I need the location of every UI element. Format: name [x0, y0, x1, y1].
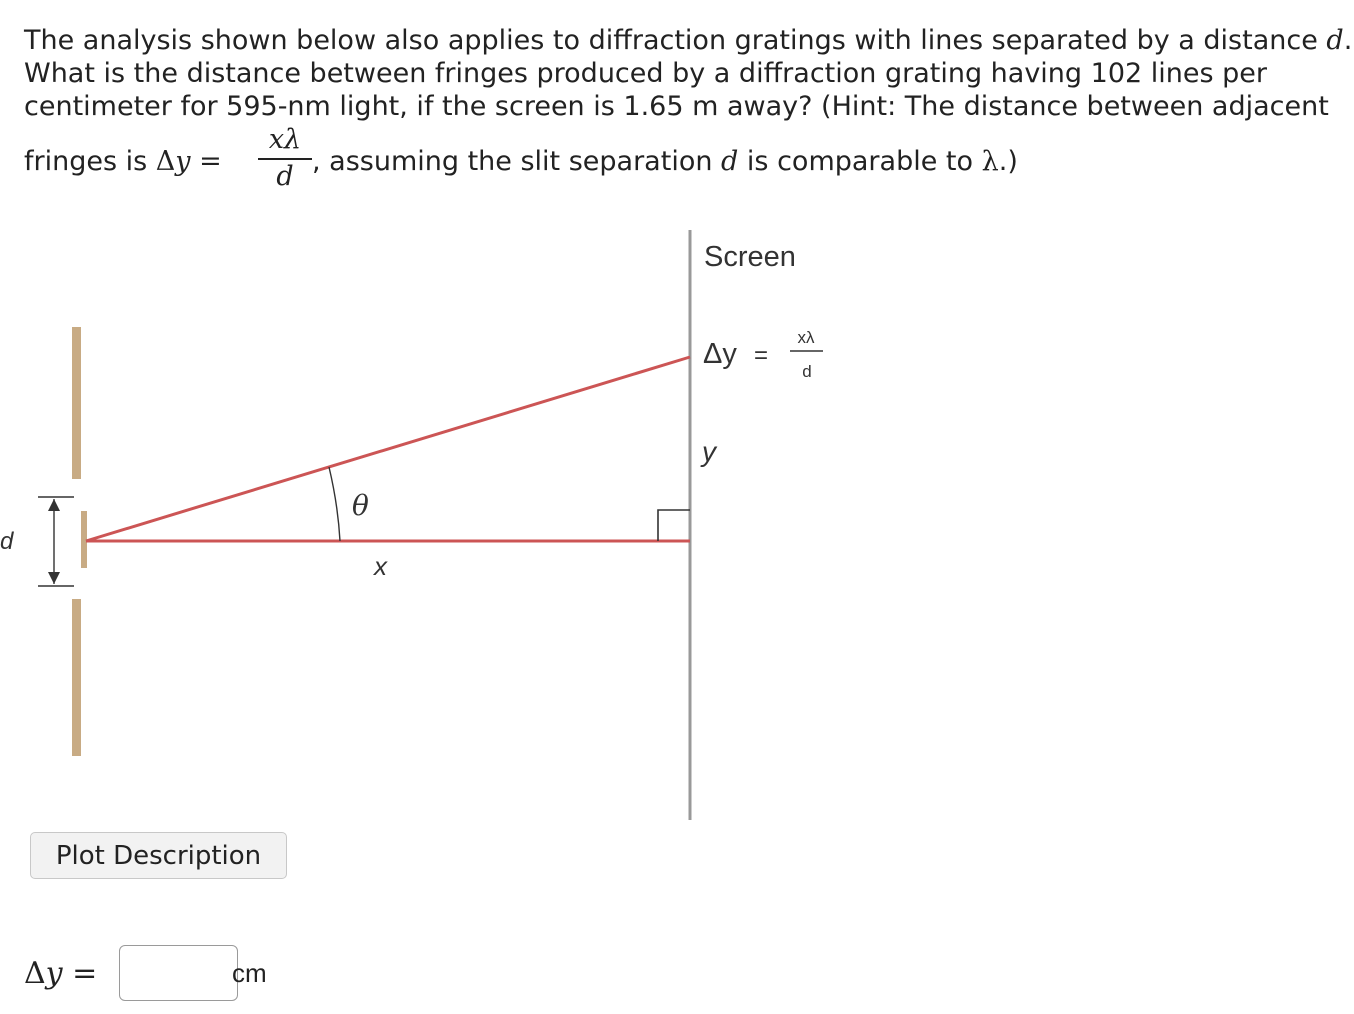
delta-y-equals: =: [754, 342, 769, 369]
answer-input[interactable]: [119, 945, 238, 1001]
question-line-3: centimeter for 595-nm light, if the screen is 1.65 m away? (Hint: The distance between adjacent: [24, 91, 1329, 122]
screen-label: Screen: [704, 241, 796, 273]
right-angle-marker: [658, 510, 690, 541]
question-line-1: The analysis shown below also applies to diffraction gratings with lines separated by a distance d.: [24, 25, 1353, 56]
delta-y-equation: [703, 328, 823, 381]
angled-ray: [86, 357, 690, 541]
d-label: d: [0, 528, 14, 555]
fig-frac-num: xλ: [797, 328, 815, 347]
slit-barrier-bottom: [72, 599, 81, 756]
double-slit-diagram: [0, 220, 900, 820]
question-line-2: What is the distance between fringes produced by a diffraction grating having 102 lines per: [24, 58, 1267, 89]
y-label: y: [702, 436, 716, 467]
question-text: [24, 24, 1353, 203]
plot-description-button[interactable]: Plot Description: [30, 832, 287, 879]
question-line-4: fringes is Δy = xλ d , assuming the slit separation d is comparable to λ.): [24, 123, 1324, 203]
answer-label: Δy =: [24, 956, 98, 991]
d-dimension-marker: [38, 497, 74, 586]
fig-frac-den: d: [802, 362, 812, 381]
answer-unit: cm: [232, 958, 267, 988]
x-label: x: [374, 551, 387, 581]
theta-label: θ: [352, 489, 369, 522]
theta-arc: [329, 467, 340, 541]
slit-barrier-top: [72, 327, 81, 479]
delta-y-label: Δy: [703, 338, 737, 370]
hint-fraction: xλ d: [250, 123, 320, 195]
